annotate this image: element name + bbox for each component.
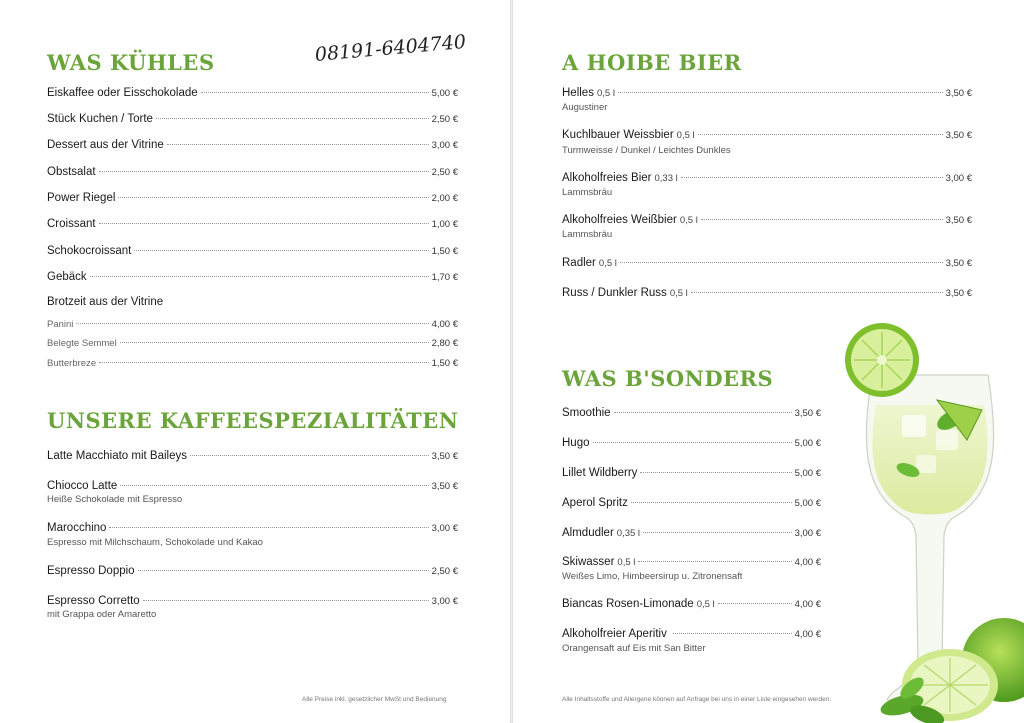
menu-item-butterbreze: Butterbreze 1,50 € — [47, 358, 458, 369]
menu-item-alkoholfreies-bier: Alkoholfreies Bier 0,33 l 3,00 € — [562, 172, 972, 184]
menu-item-lillet-wildberry: Lillet Wildberry 5,00 € — [562, 467, 821, 479]
menu-item-smoothie: Smoothie 3,50 € — [562, 407, 821, 419]
heading-kaffeespezialitaeten: UNSERE KAFFEESPEZIALITÄTEN — [47, 408, 459, 433]
desc-alkoholfreier-aperitiv: Orangensaft auf Eis mit San Bitter — [562, 643, 706, 654]
menu-item-belegte-semmel: Belegte Semmel 2,80 € — [47, 338, 458, 349]
menu-item-kuchen: Stück Kuchen / Torte 2,50 € — [47, 113, 458, 125]
menu-item-kuchlbauer: Kuchlbauer Weissbier 0,5 l 3,50 € — [562, 129, 972, 141]
menu-item-panini: Panini 4,00 € — [47, 319, 458, 330]
desc-alkoholfreies-weissbier: Lammsbräu — [562, 229, 613, 240]
heading-was-kuehles: WAS KÜHLES — [47, 50, 215, 75]
menu-item-radler: Radler 0,5 l 3,50 € — [562, 257, 972, 269]
menu-item-dessert: Dessert aus der Vitrine 3,00 € — [47, 139, 458, 151]
menu-item-croissant: Croissant 1,00 € — [47, 218, 458, 230]
menu-item-chiocco-latte: Chiocco Latte 3,50 € — [47, 480, 458, 492]
menu-item-skiwasser: Skiwasser 0,5 l 4,00 € — [562, 556, 821, 568]
desc-chiocco-latte: Heiße Schokolade mit Espresso — [47, 494, 183, 505]
menu-item-alkoholfreier-aperitiv: Alkoholfreier Aperitiv 4,00 € — [562, 628, 821, 640]
heading-hoibe-bier: A HOIBE BIER — [562, 50, 742, 75]
menu-item-eiskaffee: Eiskaffee oder Eisschokolade 5,00 € — [47, 87, 458, 99]
menu-item-alkoholfreies-weissbier: Alkoholfreies Weißbier 0,5 l 3,50 € — [562, 214, 972, 226]
desc-marocchino: Espresso mit Milchschaum, Schokolade und Kakao — [47, 537, 263, 548]
footnote-allergens: Alle Inhaltsstoffe und Allergene können auf Anfrage bei uns in einer Liste eingesehen werden. — [562, 696, 832, 703]
menu-item-gebaeck: Gebäck 1,70 € — [47, 271, 458, 283]
cocktail-glass-image — [832, 320, 1024, 723]
desc-skiwasser: Weißes Limo, Himbeersirup u. Zitronensaft — [562, 571, 743, 582]
menu-item-aperol-spritz: Aperol Spritz 5,00 € — [562, 497, 821, 509]
menu-item-schokocroissant: Schokocroissant 1,50 € — [47, 245, 458, 257]
menu-item-latte-baileys: Latte Macchiato mit Baileys 3,50 € — [47, 450, 458, 462]
menu-page-right — [512, 0, 1024, 723]
brotzeit-title: Brotzeit aus der Vitrine — [47, 296, 164, 308]
menu-item-obstsalat: Obstsalat 2,50 € — [47, 166, 458, 178]
desc-helles: Augustiner — [562, 102, 608, 113]
menu-item-espresso-doppio: Espresso Doppio 2,50 € — [47, 565, 458, 577]
desc-alkoholfreies-bier: Lammsbräu — [562, 187, 613, 198]
menu-item-marocchino: Marocchino 3,00 € — [47, 522, 458, 534]
phone-number: 08191-6404740 — [314, 30, 467, 66]
menu-item-power-riegel: Power Riegel 2,00 € — [47, 192, 458, 204]
menu-item-hugo: Hugo 5,00 € — [562, 437, 821, 449]
menu-item-espresso-corretto: Espresso Corretto 3,00 € — [47, 595, 458, 607]
menu-item-almdudler: Almdudler 0,35 l 3,00 € — [562, 527, 821, 539]
menu-item-russ: Russ / Dunkler Russ 0,5 l 3,50 € — [562, 287, 972, 299]
desc-espresso-corretto: mit Grappa oder Amaretto — [47, 609, 157, 620]
menu-item-rosen-limonade: Biancas Rosen-Limonade 0,5 l 4,00 € — [562, 598, 821, 610]
desc-kuchlbauer: Turmweisse / Dunkel / Leichtes Dunkles — [562, 145, 731, 156]
footnote-prices: Alle Preise inkl. gesetzlicher MwSt und Bedienung — [302, 696, 447, 703]
menu-item-helles: Helles 0,5 l 3,50 € — [562, 87, 972, 99]
heading-was-bsonders: WAS B'SONDERS — [562, 366, 774, 391]
